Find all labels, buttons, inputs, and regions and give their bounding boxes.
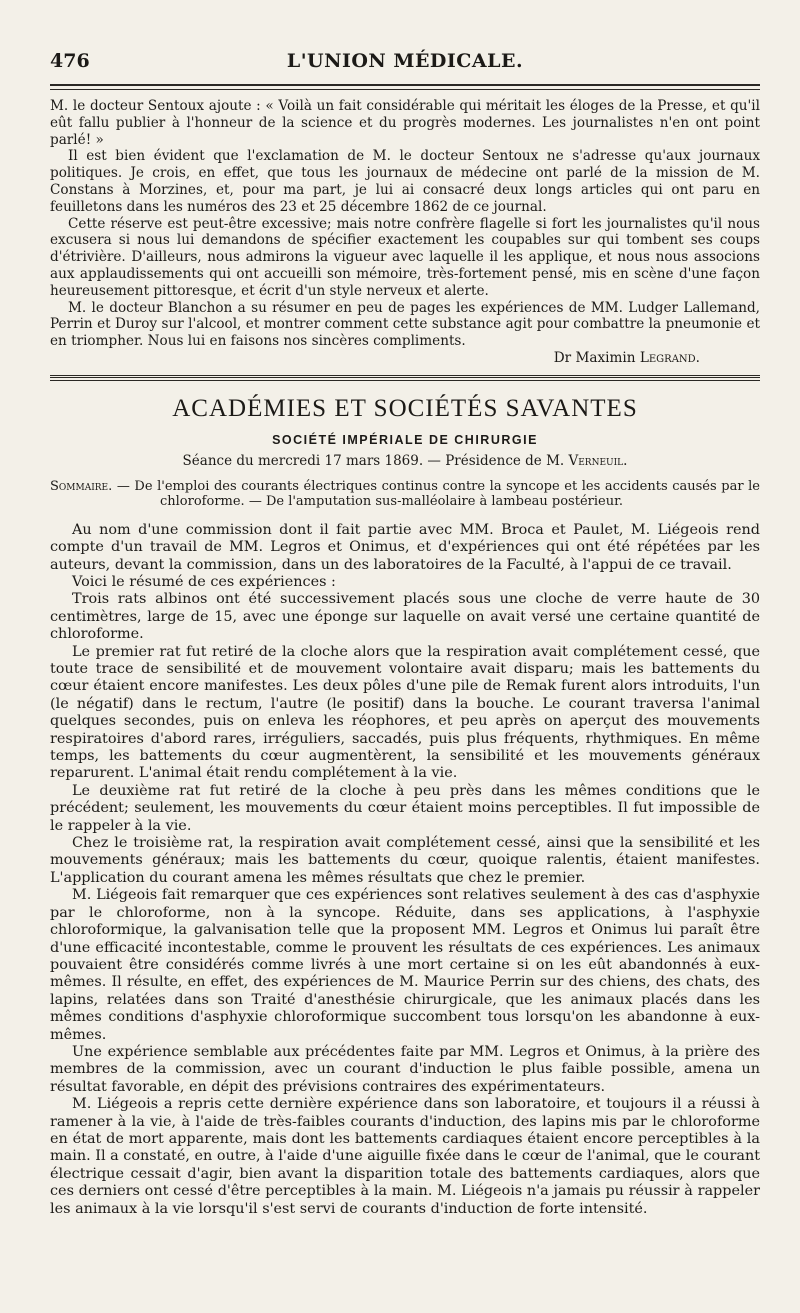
signature bbox=[50, 350, 760, 367]
society-report bbox=[50, 522, 760, 1218]
paragraph: Cette réserve est peut-être excessive; mais notre confrère flagelle si fort les journalistes qu'il nous excusera si nous lui demandons de spécifier exactement les coupables sur qui tombent ses coups d'étrivière. D'ailleurs, nous admirons la vigueur avec laquelle il les applique, et nous nous associons aux applaudissements qui ont accueilli son mémoire, très-fortement pensé, mis en scène d'une façon heureusement pittoresque, et écrit d'un style nerveux et alerte. bbox=[50, 215, 760, 299]
journal-title: L'UNION MÉDICALE. bbox=[286, 50, 524, 72]
paragraph: Voici le résumé de ces expériences : bbox=[72, 573, 336, 590]
header-rule bbox=[50, 84, 760, 90]
sommaire-label: Sommaire. bbox=[50, 478, 113, 494]
section-title: ACADÉMIES ET SOCIÉTÉS SAVANTES bbox=[172, 394, 638, 422]
paragraph: Le premier rat fut retiré de la cloche alors que la respiration avait complétement cessé, que toute trace de sensibilité et de mouvement volontaire avait disparu; mais les battements du cœur étaient encore manifestes. Les deux pôles d'une pile de Remak furent alors introduits, l'un (le négatif) dans le rectum, l'autre (le positif) dans la bouche. Le courant traversa l'animal quelques secondes, puis on enleva les réophores, et peu après on aperçut des mouvements respiratoires d'abord rares, irréguliers, saccadés, puis plus fréquents, rhythmiques. En même temps, les battements du cœur augmentèrent, la sensibilité et les mouvements généraux reparurent. L'animal était rendu complétement à la vie. bbox=[50, 643, 760, 782]
sommaire-text: — De l'emploi des courants électriques continus contre la syncope et les accidents causés par le chloroforme. — De l'amputation sus-malléolaire à lambeau postérieur. bbox=[112, 478, 760, 510]
signature-name: Legrand. bbox=[639, 349, 700, 366]
paragraph: Trois rats albinos ont été successivement placés sous une cloche de verre haute de 30 centimètres, large de 15, avec une éponge sur laquelle on avait versé une certaine quantité de chloroforme. bbox=[50, 591, 760, 643]
session-president: Verneuil. bbox=[568, 452, 628, 469]
session-line bbox=[50, 453, 760, 469]
paragraph: M. Liégeois a repris cette dernière expérience dans son laboratoire, et toujours il a réussi à ramener à la vie, à l'aide de très-faibles courants d'induction, des lapins mis par le chloroforme en état de mort apparente, mais dont les battements cardiaques étaient encore perceptibles à la main. Il a constaté, en outre, à l'aide d'une aiguille fixée dans le cœur de l'animal, que le courant électrique cessait d'agir, bien avant la disparition totale des battements cardiaques, alors que ces derniers ont cessé d'être perceptibles à la main. M. Liégeois n'a jamais pu réussir à rappeler les animaux à la vie lorsqu'il s'est servi de courants d'induction de forte intensité. bbox=[50, 1096, 760, 1217]
sommaire bbox=[50, 479, 760, 510]
signature-prefix: Dr Maximin bbox=[553, 349, 640, 366]
paragraph: Il est bien évident que l'exclamation de M. le docteur Sentoux ne s'adresse qu'aux journaux politiques. Je crois, en effet, que tous les journaux de médecine ont parlé de la mission de M. Constans à Morzines, et, pour ma part, je lui ai consacré deux longs articles qui ont paru en feuilletons dans les numéros des 23 et 25 décembre 1862 de ce journal. bbox=[50, 148, 760, 215]
paragraph: Une expérience semblable aux précédentes faite par MM. Legros et Onimus, à la prière des membres de la commission, avec un courant d'induction le plus faible possible, amena un résultat favorable, en dépit des prévisions contraires des expérimentateurs. bbox=[50, 1043, 760, 1095]
paragraph: Chez le troisième rat, la respiration avait complétement cessé, ainsi que la sensibilité et les mouvements généraux; mais les battements du cœur, quoique ralentis, étaient manifestes. L'application du courant amena les mêmes résultats que chez le premier. bbox=[50, 835, 760, 886]
paragraph: M. le docteur Sentoux ajoute : « Voilà un fait considérable qui méritait les éloges de la Presse, et qu'il eût fallu publier à l'honneur de la science et du progrès modernes. Les journalistes n'en ont point parlé! » bbox=[50, 98, 760, 148]
paragraph: Au nom d'une commission dont il fait partie avec MM. Broca et Paulet, M. Liégeois rend compte d'un travail de MM. Legros et Onimus, et d'expériences qui ont été répétées par les auteurs, devant la commission, dans un des laboratoires de la Faculté, à l'appui de ce travail. bbox=[50, 521, 760, 573]
section-rule bbox=[50, 375, 760, 381]
top-article bbox=[50, 98, 760, 350]
page-number: 476 bbox=[50, 50, 90, 72]
society-heading: SOCIÉTÉ IMPÉRIALE DE CHIRURGIE bbox=[272, 432, 538, 447]
session-date: Séance du mercredi 17 mars 1869. — Présidence de M. bbox=[182, 452, 569, 469]
paragraph: M. le docteur Blanchon a su résumer en peu de pages les expériences de MM. Ludger Lallemand, Perrin et Duroy sur l'alcool, et montrer comment cette substance agit pour combattre la pneumonie et en triompher. Nous lui en faisons nos sincères compliments. bbox=[50, 299, 760, 350]
paragraph: Le deuxième rat fut retiré de la cloche à peu près dans les mêmes conditions que le précédent; seulement, les mouvements du cœur étaient moins perceptibles. Il fut impossible de le rappeler à la vie. bbox=[50, 782, 760, 834]
running-head bbox=[50, 50, 760, 78]
paragraph: M. Liégeois fait remarquer que ces expériences sont relatives seulement à des cas d'asphyxie par le chloroforme, non à la syncope. Réduite, dans ses applications, à l'asphyxie chloroformique, la galvanisation telle que la proposent MM. Legros et Onimus lui paraît être d'une efficacité incontestable, comme le prouvent les résultats de ces expériences. Les animaux pouvaient être considérés comme livrés à une mort certaine si on les eût abandonnés à eux-mêmes. Il résulte, en effet, des expériences de M. Maurice Perrin sur des chiens, des chats, des lapins, relatées dans son Traité d'anesthésie chirurgicale, que les animaux placés dans les mêmes conditions d'asphyxie chloroformique succombent tous lorsqu'on les abandonne à eux-mêmes. bbox=[50, 887, 760, 1043]
